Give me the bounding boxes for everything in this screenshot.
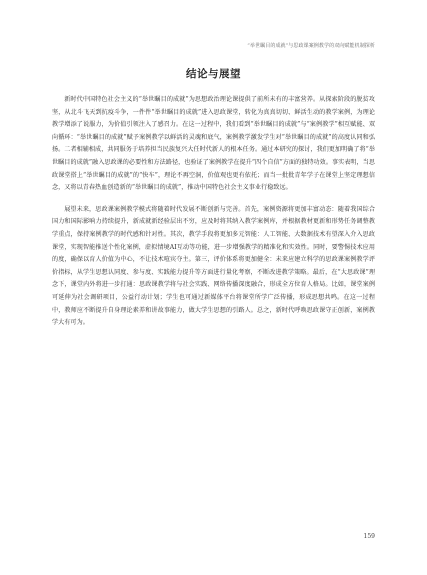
paragraph-conclusion: 新时代中国特色社会主义的“举世瞩目的成就”为思想政治理论课提供了前所未有的丰富营养。从探索阶段的脱贫攻坚，从北斗飞天到抗疫斗争，一件件“举世瞩目的成就”进入思政课堂，转化为真真切切、鲜活生动的教学案例，为理论教学增添了说服力，为价值引领注入了感召力。在这一过程中，我们看到“举世瞩目的成就”与“案例教学”相互赋能、双向循环：“举世瞩目的成就”赋予案例教学以鲜活的灵魂和底气，案例教学激发学生对“举世瞩目的成就”的高度认同和弘扬。二者相辅相成，共同服务于培养担当民族复兴大任时代新人的根本任务。通过本研究的探讨，我们更加明确了将“举世瞩目的成就”融入思政课的必要性和方法路径，也验证了案例教学在提升“四个自信”方面的独特功效。事实表明，当思政课堂搭上“举世瞩目的成就”的“快车”，理论不再空洞，价值观也更有依托；而当一批批青年学子在课堂上坚定理想信念，又将以青春热血创造新的“举世瞩目的成就”，推动中国特色社会主义事业行稳致远。 — [52, 96, 375, 192]
paragraph-outlook: 展望未来，思政课案例教学模式将随着时代发展不断创新与完善。首先，案例资源将更加丰富动态：随着我国综合国力和国际影响力持续提升，新成就新经验层出不穷，应及时将其纳入教学案例库，并根据教材更新和形势任务调整教学重点，保持案例教学的时代感和针对性。其次，教学手段将更加多元智能：人工智能、大数据技术有望深入介入思政课堂，实现智能推送个性化案例，虚拟情境AI互动等功能，进一步增强教学的精准化和实效性。同时，要警惕技术应用的度，确保以育人价值为中心，不让技术喧宾夺主。第三，评价体系将更加健全：未来应建立科学的思政课案例教学评价指标，从学生思想认同度、参与度、实践能力提升等方面进行量化考察，不断改进教学策略。最后，在“大思政课”理念下，课堂内外将进一步打通：思政课教学将与社会实践、网络传播深度融合，形成全方位育人格局。比如，课堂案例可延伸为社会调研项目，公益行动计划；学生也可通过新媒体平台将课堂所学广泛传播，形成思想共鸣。在这一过程中，教师应不断提升自身理论素养和讲故事能力，做大学生思想的引路人。总之，新时代呼唤思政课守正创新，案例教学大有可为。 — [52, 205, 375, 327]
body-text — [52, 94, 375, 339]
page-number: 159 — [363, 533, 375, 540]
section-title: 结论与展望 — [186, 68, 241, 80]
running-header: “举世瞩目的成就”与思政课案例教学的双向赋能机制探析 — [247, 43, 375, 49]
